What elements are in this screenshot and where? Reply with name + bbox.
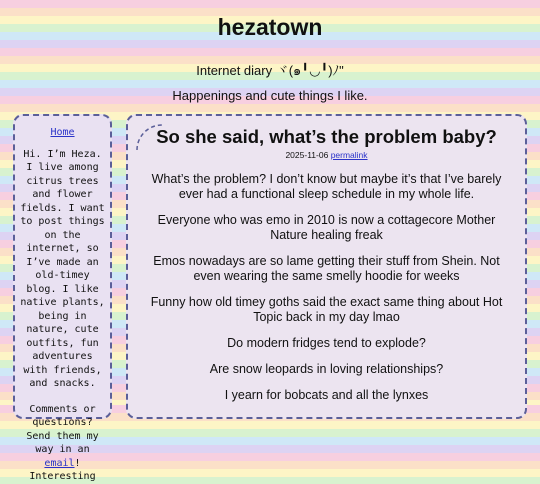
site-tagline: Internet diary ヾ(๑╹◡╹)ﾉ" <box>196 63 344 78</box>
post-title: So she said, what’s the problem baby? <box>156 126 497 147</box>
post-line: Are snow leopards in loving relationships? <box>209 362 444 376</box>
sidebar-more-text: Interesting <box>29 471 96 482</box>
corner-arc-decoration <box>134 122 164 152</box>
site-title: hezatown <box>217 14 323 40</box>
sidebar-contact <box>18 403 107 484</box>
post-meta <box>128 150 525 160</box>
post-line: Funny how old timey goths said the exact same thing about Hot Topic back in my day lmao <box>150 295 503 324</box>
post-date: 2025-11-06 <box>285 150 329 160</box>
site-subtitle: Happenings and cute things I like. <box>172 88 368 103</box>
contact-text: Comments or questions? Send them my way in an <box>26 403 99 455</box>
sidebar <box>13 114 112 482</box>
post-body <box>128 172 525 403</box>
email-link[interactable]: email <box>44 457 75 469</box>
post-line: Everyone who was emo in 2010 is now a cottagecore Mother Nature healing freak <box>157 213 496 242</box>
contact-suffix: ! <box>74 457 81 469</box>
home-link[interactable]: Home <box>50 127 75 138</box>
post-line: Do modern fridges tend to explode? <box>227 336 426 350</box>
permalink-link[interactable]: permalink <box>330 150 368 160</box>
post-panel <box>126 114 527 419</box>
post-line: I yearn for bobcats and all the lynxes <box>224 388 429 402</box>
sidebar-intro: Hi. I’m Heza. I live among citrus trees and flower fields. I want to post things on the internet, so I’ve made an old-timey blog. I like native plants, being in nature, cute outfits, fun adventures with friends, and snacks. <box>20 148 105 389</box>
post-line: What’s the problem? I don’t know but maybe it’s that I’ve barely ever had a functional sleep schedule in my whole life. <box>151 172 502 201</box>
post-line: Emos nowadays are so lame getting their stuff from Shein. Not even wearing the same smelly hoodie for weeks <box>153 254 500 283</box>
